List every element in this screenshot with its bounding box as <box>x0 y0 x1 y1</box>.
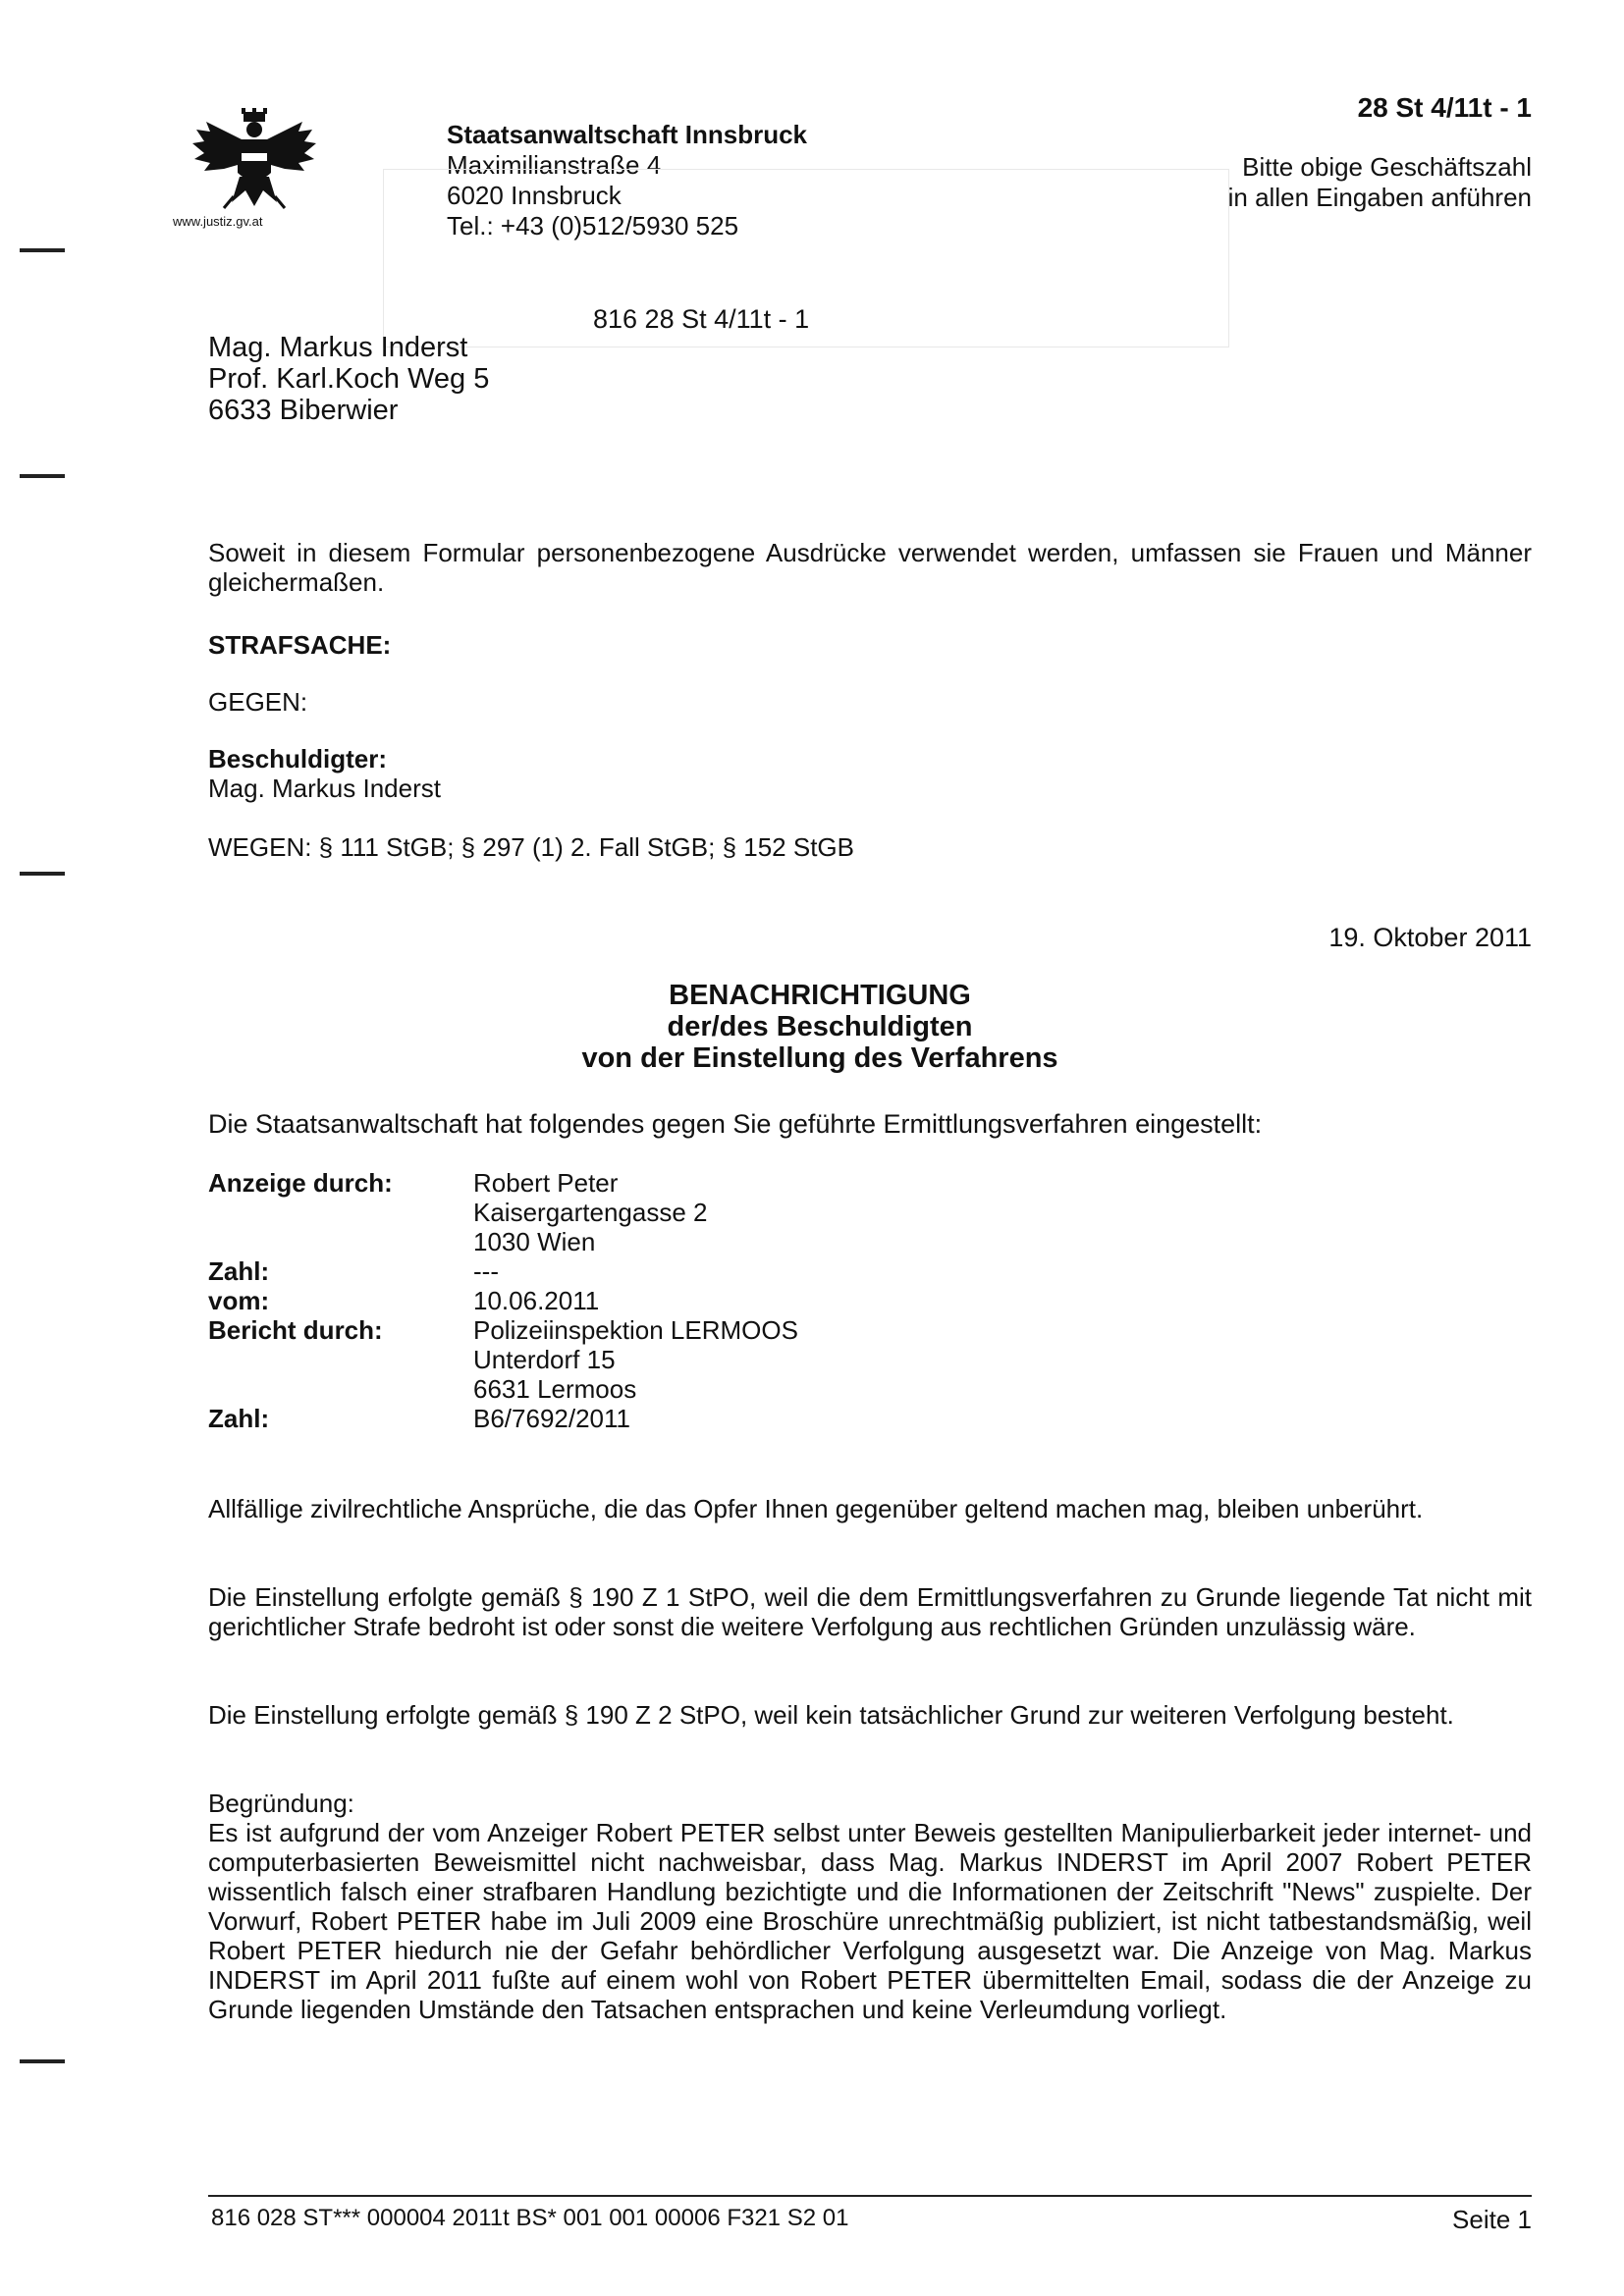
sender-org: Staatsanwaltschaft Innsbruck <box>447 120 807 149</box>
anzeige-street: Kaisergartengasse 2 <box>473 1198 708 1227</box>
title-line: BENACHRICHTIGUNG <box>669 980 971 1011</box>
case-details <box>208 1168 1092 1433</box>
beschuldigter-name: Mag. Markus Inderst <box>208 774 441 803</box>
paragraph-z1: Die Einstellung erfolgte gemäß § 190 Z 1 StPO, weil die dem Ermittlungsverfahren zu Grunde liegende Tat nicht mit gerichtlicher Strafe bedroht ist oder sonst die weitere Verfolgung aus rechtlichen Gründen unzulässig wäre. <box>208 1582 1532 1641</box>
recipient-name: Mag. Markus Inderst <box>208 332 468 363</box>
sender-city: 6020 Innsbruck <box>447 181 622 210</box>
anzeige-city: 1030 Wien <box>473 1227 596 1256</box>
recipient-city: 6633 Biberwier <box>208 395 399 426</box>
title-line: der/des Beschuldigten <box>667 1011 973 1042</box>
vom-value: 10.06.2011 <box>473 1286 600 1315</box>
fold-mark <box>20 872 65 876</box>
footer-rule <box>208 2195 1532 2197</box>
paragraph-z2: Die Einstellung erfolgte gemäß § 190 Z 2 StPO, weil kein tatsächlicher Grund zur weiteren Verfolgung besteht. <box>208 1700 1454 1730</box>
page-number: Seite 1 <box>1452 2205 1532 2234</box>
zahl-value: B6/7692/2011 <box>473 1404 630 1433</box>
bericht-label: Bericht durch: <box>208 1315 383 1345</box>
charges: WEGEN: § 111 StGB; § 297 (1) 2. Fall StGB; § 152 StGB <box>208 832 854 862</box>
bericht-city: 6631 Lermoos <box>473 1374 637 1404</box>
bericht-name: Polizeiinspektion LERMOOS <box>473 1315 798 1345</box>
document-title <box>550 980 1090 1074</box>
strafsache-label: STRAFSACHE: <box>208 630 392 660</box>
sender-phone: Tel.: +43 (0)512/5930 525 <box>447 211 739 240</box>
reference-note-line: Bitte obige Geschäftszahl <box>1242 152 1532 182</box>
title-line: von der Einstellung des Verfahrens <box>581 1042 1058 1074</box>
anzeige-label: Anzeige durch: <box>208 1168 393 1198</box>
paragraph-civil-claims: Allfällige zivilrechtliche Ansprüche, die das Opfer Ihnen gegenüber geltend machen mag, bleiben unberührt. <box>208 1494 1424 1523</box>
begruendung-text: Es ist aufgrund der vom Anzeiger Robert PETER selbst unter Beweis gestellten Manipulierbarkeit jeder internet- und computerbasierten Beweismittel nicht nachweisbar, dass Mag. Markus INDERST im April 2007 Robert PETER wissentlich falsch einer strafbaren Handlung bezichtigte und die Informationen der Zeitschrift "News" zuspielte. Der Vorwurf, Robert PETER habe im Juli 2009 eine Broschüre unrechtmäßig publiziert, ist nicht tatbestandsmäßig, weil Robert PETER hiedurch nie der Gefahr behördlicher Verfolgung ausgesetzt war. Die Anzeige von Mag. Markus INDERST im April 2011 fußte auf einem wohl von Robert PETER übermittelten Email, sodass die der Anzeige zu Grunde liegenden Umstände den Tatsachen entsprachen und keine Verleumdung vorliegt. <box>208 1818 1532 2024</box>
fold-mark <box>20 248 65 252</box>
gegen-label: GEGEN: <box>208 687 308 717</box>
envelope-reference: 816 28 St 4/11t - 1 <box>593 304 810 334</box>
reference-note-line: in allen Eingaben anführen <box>1227 183 1532 212</box>
case-reference: 28 St 4/11t - 1 <box>1357 92 1532 123</box>
anzeige-name: Robert Peter <box>473 1168 619 1198</box>
bericht-street: Unterdorf 15 <box>473 1345 616 1374</box>
sender-street: Maximilianstraße 4 <box>447 150 662 180</box>
zahl-label: Zahl: <box>208 1404 270 1433</box>
recipient-address <box>208 332 489 426</box>
document-date: 19. Oktober 2011 <box>1328 923 1532 952</box>
beschuldigter-label: Beschuldigter: <box>208 744 388 774</box>
logo-url: www.justiz.gv.at <box>173 214 263 229</box>
vom-label: vom: <box>208 1286 270 1315</box>
recipient-street: Prof. Karl.Koch Weg 5 <box>208 363 490 395</box>
fold-mark <box>20 2059 65 2063</box>
gender-note: Soweit in diesem Formular personenbezogene Ausdrücke verwendet werden, umfassen sie Frauen und Männer gleichermaßen. <box>208 538 1532 597</box>
lead-sentence: Die Staatsanwaltschaft hat folgendes gegen Sie geführte Ermittlungsverfahren eingestellt: <box>208 1109 1263 1139</box>
footer-document-code: 816 028 ST*** 000004 2011t BS* 001 001 00006 F321 S2 01 <box>211 2205 849 2231</box>
zahl-value: --- <box>473 1256 499 1286</box>
reference-note <box>1228 152 1532 213</box>
fold-mark <box>20 474 65 478</box>
begruendung-label: Begründung: <box>208 1789 354 1818</box>
zahl-label: Zahl: <box>208 1256 270 1286</box>
